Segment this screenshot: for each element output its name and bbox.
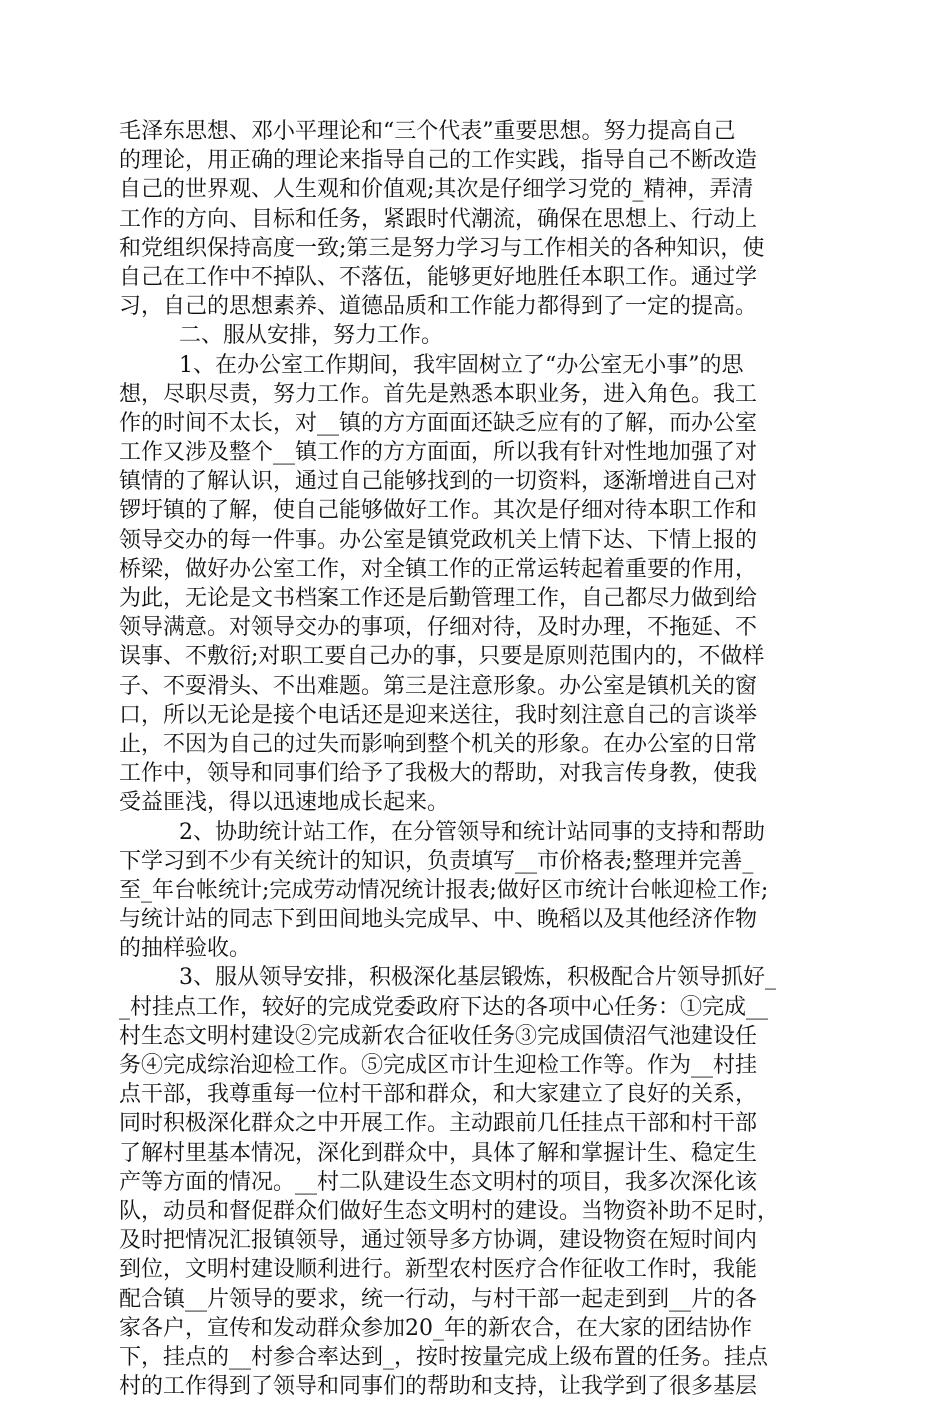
text-line: 领导满意。对领导交办的事项，仔细对待，及时办理，不拖延、不 [119,615,758,641]
text-line: 了解村里基本情况，深化到群众中，具体了解和掌握计生、稳定生 [119,1140,758,1166]
text-line: _村挂点工作，较好的完成党委政府下达的各项中心任务：①完成__ [119,994,769,1020]
text-line: 的抽样验收。 [119,936,252,962]
text-line: 毛泽东思想、邓小平理论和“三个代表”重要思想。努力提高自己 [119,119,736,144]
text-line: 误事、不敷衍;对职工要自己办的事，只要是原则范围内的，不做样 [119,644,765,670]
text-line: 锣圩镇的了解，使自己能够做好工作。其次是仔细对待本职工作和 [119,498,758,524]
text-line: 止，不因为自己的过失而影响到整个机关的形象。在办公室的日常 [119,731,758,757]
text-line: 自己在工作中不掉队、不落伍，能够更好地胜任本职工作。通过学 [119,264,758,290]
text-line: 队，动员和督促群众们做好生态文明村的建设。当物资补助不足时， [119,1198,780,1224]
text-line: 为此，无论是文书档案工作还是后勤管理工作，自己都尽力做到给 [119,586,758,611]
text-line: 1、在办公室工作期间，我牢固树立了“办公室无小事”的思 [179,352,744,378]
text-line: 及时把情况汇报镇领导，通过领导多方协调，建设物资在短时间内 [119,1228,758,1254]
text-line: 习，自己的思想素养、道德品质和工作能力都得到了一定的提高。 [119,294,758,320]
text-line: 作的时间不太长，对__镇的方方面面还缺乏应有的了解，而办公室 [119,410,758,436]
text-line: 家各户，宣传和发动群众参加20_年的新农合，在大家的团结协作 [119,1315,752,1341]
text-line: 下，挂点的__村参合率达到_，按时按量完成上级布置的任务。挂点 [119,1344,769,1370]
text-line: 同时积极深化群众之中开展工作。主动跟前几任挂点干部和村干部 [119,1111,758,1137]
text-line: 点干部，我尊重每一位村干部和群众，和大家建立了良好的关系， [119,1082,758,1108]
text-line: 配合镇__片领导的要求，统一行动，与村干部一起走到到__片的各 [119,1286,758,1312]
document-body [119,117,819,1401]
text-line: 下学习到不少有关统计的知识，负责填写__市价格表;整理并完善_ [119,848,754,874]
text-line: 2、协助统计站工作，在分管领导和统计站同事的支持和帮助 [179,819,765,845]
text-line: 领导交办的每一件事。办公室是镇党政机关上情下达、下情上报的 [119,527,758,553]
text-line: 到位，文明村建设顺利进行。新型农村医疗合作征收工作时，我能 [119,1257,758,1283]
text-line: 子、不耍滑头、不出难题。第三是注意形象。办公室是镇机关的窗 [119,673,758,699]
text-line: 务④完成综治迎检工作。⑤完成区市计生迎检工作等。作为__村挂 [119,1053,758,1078]
text-line: 3、服从领导安排，积极深化基层锻炼，积极配合片领导抓好_ [179,965,776,991]
text-line: 口，所以无论是接个电话还是迎来送往，我时刻注意自己的言谈举 [119,702,758,728]
text-line: 自己的世界观、人生观和价值观;其次是仔细学习党的_精神，弄清 [119,177,754,203]
text-line: 与统计站的同志下到田间地头完成早、中、晚稻以及其他经济作物 [119,907,758,933]
text-line: 想，尽职尽责，努力工作。首先是熟悉本职业务，进入角色。我工 [119,381,758,407]
text-line: 工作又涉及整个__镇工作的方方面面，所以我有针对性地加强了对 [119,440,758,466]
text-line: 工作的方向、目标和任务，紧跟时代潮流，确保在思想上、行动上 [119,206,758,232]
text-line: 二、服从安排，努力工作。 [179,323,444,349]
text-line: 产等方面的情况。__村二队建设生态文明村的项目，我多次深化该 [119,1169,758,1195]
text-line: 村的工作得到了领导和同事们的帮助和支持，让我学到了很多基层 [119,1374,758,1400]
text-line: 受益匪浅，得以迅速地成长起来。 [119,790,450,816]
text-line: 和党组织保持高度一致;第三是努力学习与工作相关的各种知识，使 [119,235,765,261]
text-line: 的理论，用正确的理论来指导自己的工作实践，指导自己不断改造 [119,148,758,174]
text-line: 村生态文明村建设②完成新农合征收任务③完成国债沼气池建设任 [119,1023,758,1049]
text-line: 至_年台帐统计;完成劳动情况统计报表;做好区市统计台帐迎检工作; [119,877,769,903]
text-line: 镇情的了解认识，通过自己能够找到的一切资料，逐渐增进自己对 [119,469,758,495]
text-line: 工作中，领导和同事们给予了我极大的帮助，对我言传身教，使我 [119,761,758,787]
text-line: 桥梁，做好办公室工作，对全镇工作的正常运转起着重要的作用， [119,556,758,582]
